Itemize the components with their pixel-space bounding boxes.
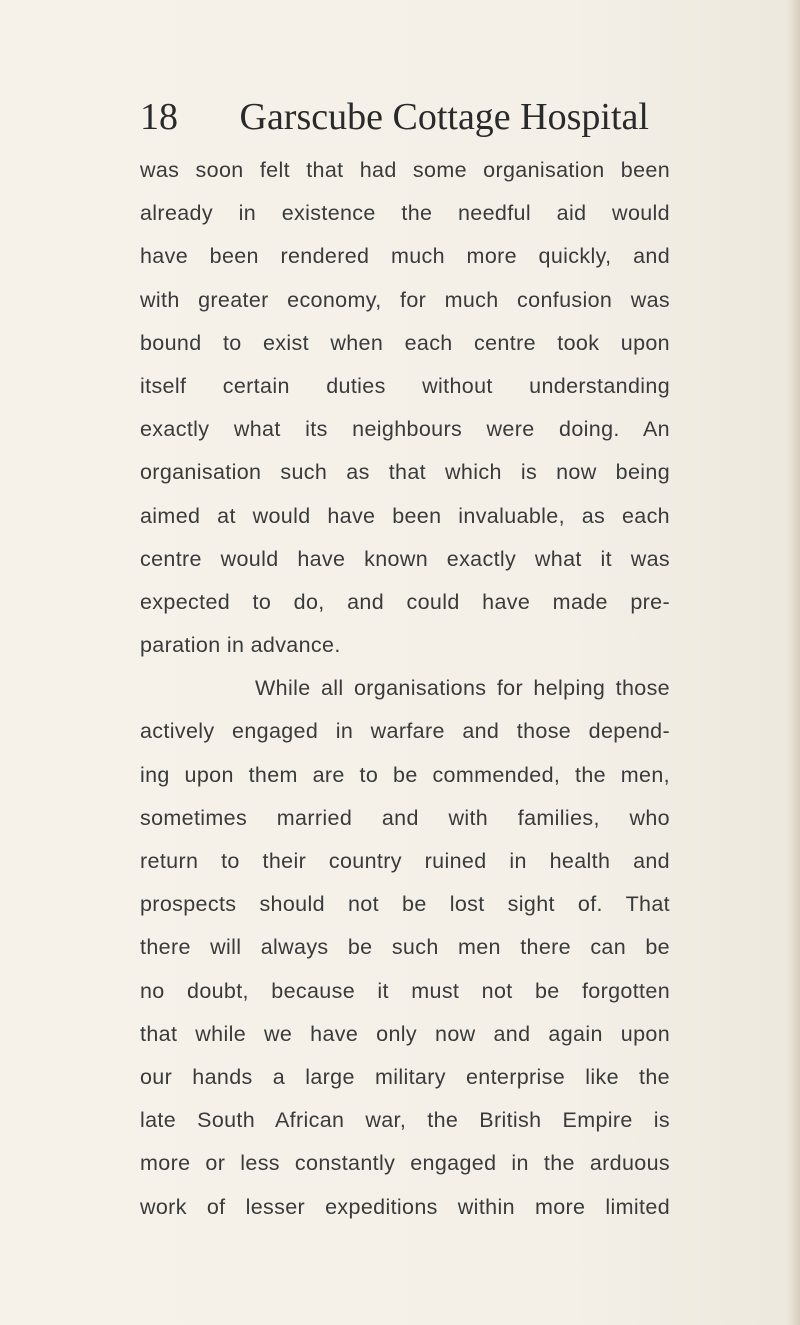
text-line: sometimes married and with families, who xyxy=(140,805,670,830)
paragraph-first-line: While all organisations for helping those xyxy=(255,676,670,701)
text-line: expected to do, and could have made pre- xyxy=(140,589,670,614)
text-line: bound to exist when each centre took upon xyxy=(140,330,670,355)
text-line: centre would have known exactly what it was xyxy=(140,546,670,571)
text-line: with greater economy, for much confusion was xyxy=(140,287,670,312)
text-line: return to their country ruined in health and xyxy=(140,849,670,873)
text-line: aimed at would have been invaluable, as each xyxy=(140,503,670,528)
text-line: exactly what its neighbours were doing. An xyxy=(140,417,670,442)
body-text xyxy=(140,149,670,1229)
running-title: Garscube Cottage Hospital xyxy=(239,96,649,138)
text-line: paration in advance. xyxy=(140,633,341,658)
text-line: ing upon them are to be commended, the men, xyxy=(140,762,670,787)
text-line: have been rendered much more quickly, and xyxy=(140,244,670,269)
text-line: actively engaged in warfare and those depend- xyxy=(140,719,670,744)
page-header xyxy=(140,92,700,142)
text-line: itself certain duties without understanding xyxy=(140,373,670,398)
text-line: already in existence the needful aid would xyxy=(140,201,670,226)
text-line: that while we have only now and again upon xyxy=(140,1021,670,1046)
text-line: was soon felt that had some organisation been xyxy=(140,158,670,182)
text-line: late South African war, the British Empire is xyxy=(140,1108,670,1133)
text-line: our hands a large military enterprise like the xyxy=(140,1064,670,1089)
text-line: there will always be such men there can be xyxy=(140,935,670,960)
text-line: work of lesser expeditions within more limited xyxy=(140,1194,670,1219)
text-line: more or less constantly engaged in the arduous xyxy=(140,1151,670,1176)
text-line: organisation such as that which is now being xyxy=(140,460,670,485)
text-line: prospects should not be lost sight of. That xyxy=(140,892,670,917)
page-number: 18 xyxy=(140,96,178,138)
page-edge-shadow xyxy=(786,0,800,1325)
text-line: no doubt, because it must not be forgotten xyxy=(140,978,670,1003)
